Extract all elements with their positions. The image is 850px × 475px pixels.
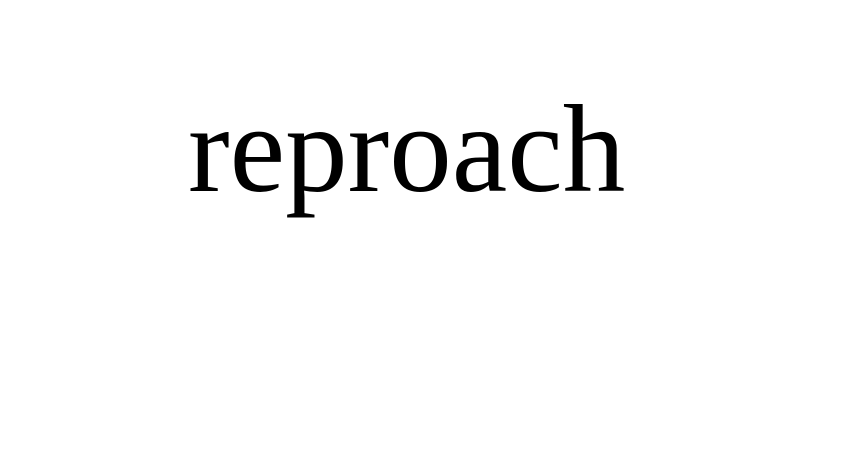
display-word: reproach	[188, 81, 626, 219]
